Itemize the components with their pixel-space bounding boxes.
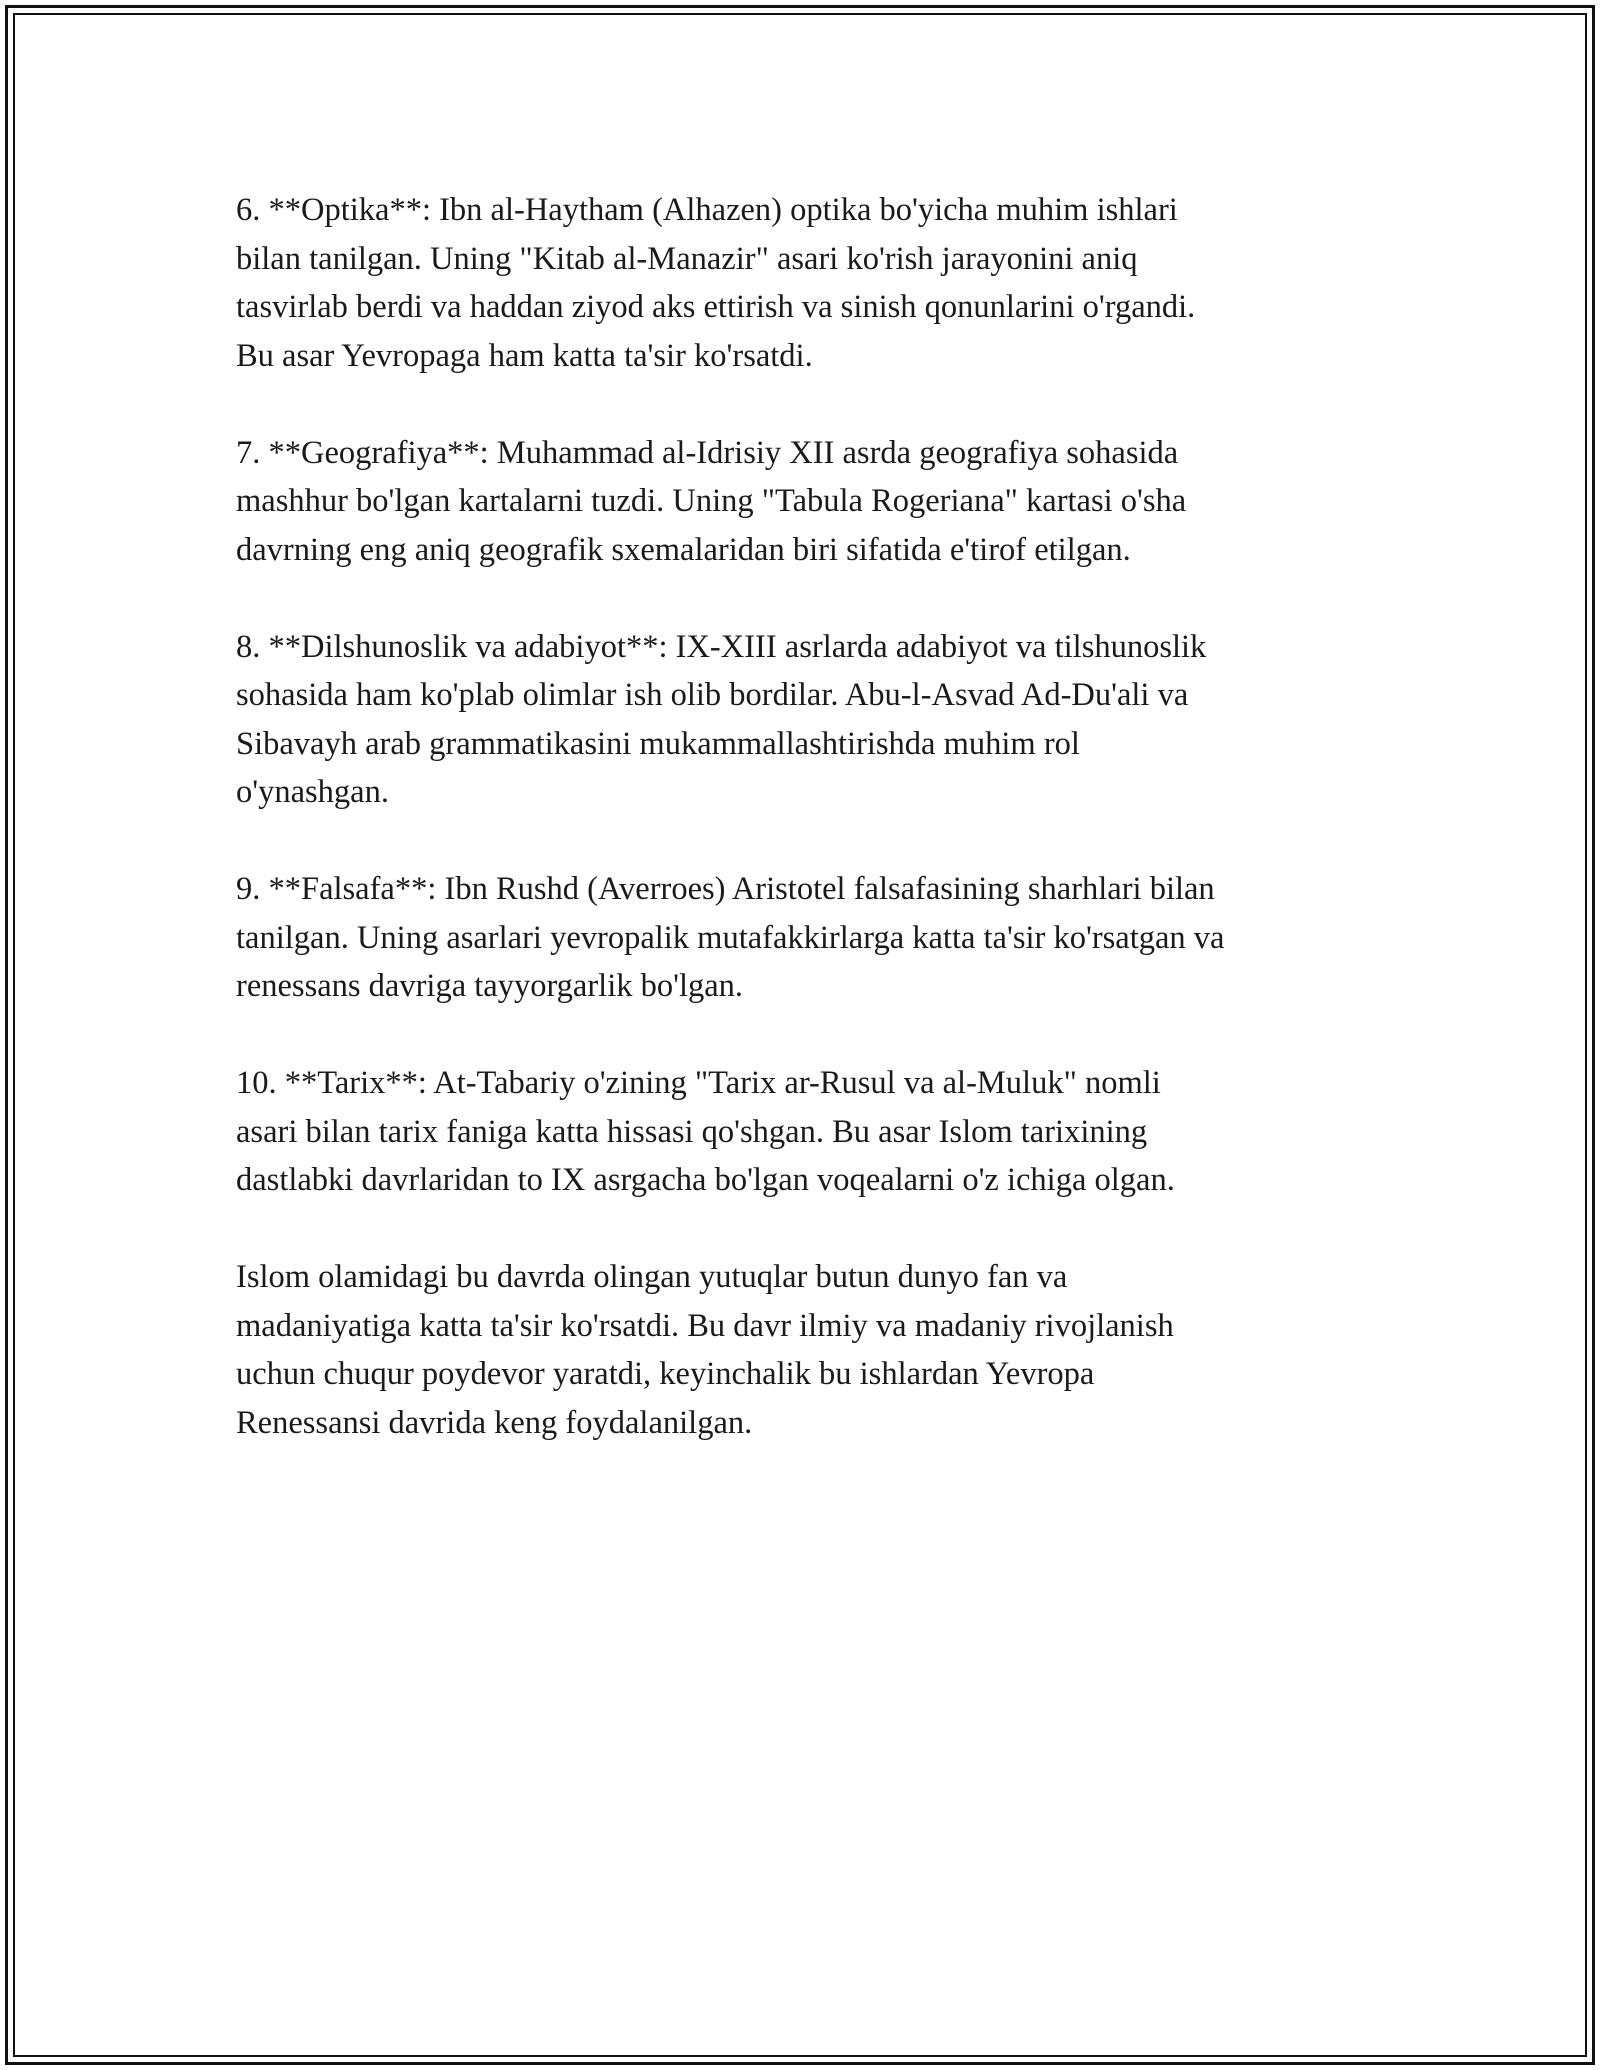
paragraph-line: uchun chuqur poydevor yaratdi, keyinchalik bu ishlardan Yevropa <box>236 1356 1095 1392</box>
paragraph-tarix <box>236 1059 1366 1205</box>
paragraph-line: 7. **Geografiya**: Muhammad al-Idrisiy XII asrda geografiya sohasida <box>236 434 1179 471</box>
document-body <box>236 186 1366 1496</box>
paragraph-line: Islom olamidagi bu davrda olingan yutuqlar butun dunyo fan va <box>236 1259 1068 1295</box>
paragraph-line: o'ynashgan. <box>236 774 389 810</box>
paragraph-line: Sibavayh arab grammatikasini mukammallashtirishda muhim rol <box>236 725 1080 762</box>
paragraph-conclusion <box>236 1253 1366 1447</box>
paragraph-line: davrning eng aniq geografik sxemalaridan biri sifatida e'tirof etilgan. <box>236 531 1131 568</box>
paragraph-line: bilan tanilgan. Uning "Kitab al-Manazir" asari ko'rish jarayonini aniq <box>236 240 1138 277</box>
paragraph-line: 9. **Falsafa**: Ibn Rushd (Averroes) Aristotel falsafasining sharhlari bilan <box>236 871 1215 907</box>
paragraph-dilshunoslik <box>236 623 1366 817</box>
paragraph-line: asari bilan tarix faniga katta hissasi qo'shgan. Bu asar Islom tarixining <box>236 1113 1148 1150</box>
paragraph-line: 8. **Dilshunoslik va adabiyot**: IX-XIII asrlarda adabiyot va tilshunoslik <box>236 628 1207 665</box>
paragraph-falsafa <box>236 865 1366 1011</box>
paragraph-line: 10. **Tarix**: At-Tabariy o'zining "Tarix ar-Rusul va al-Muluk" nomli <box>236 1065 1161 1101</box>
paragraph-line: tanilgan. Uning asarlari yevropalik mutafakkirlarga katta ta'sir ko'rsatgan va <box>236 919 1225 956</box>
paragraph-geografiya <box>236 429 1366 575</box>
paragraph-line: mashhur bo'lgan kartalarni tuzdi. Uning "Tabula Rogeriana" kartasi o'sha <box>236 483 1187 519</box>
paragraph-line: madaniyatiga katta ta'sir ko'rsatdi. Bu davr ilmiy va madaniy rivojlanish <box>236 1307 1174 1344</box>
paragraph-line: Renessansi davrida keng foydalanilgan. <box>236 1404 753 1441</box>
paragraph-line: 6. **Optika**: Ibn al-Haytham (Alhazen) optika bo'yicha muhim ishlari <box>236 192 1178 228</box>
paragraph-line: dastlabki davrlaridan to IX asrgacha bo'lgan voqealarni o'z ichiga olgan. <box>236 1162 1175 1198</box>
paragraph-line: sohasida ham ko'plab olimlar ish olib bordilar. Abu-l-Asvad Ad-Du'ali va <box>236 677 1189 713</box>
paragraph-optika <box>236 186 1366 380</box>
paragraph-line: tasvirlab berdi va haddan ziyod aks ettirish va sinish qonunlarini o'rgandi. <box>236 289 1196 325</box>
paragraph-line: Bu asar Yevropaga ham katta ta'sir ko'rsatdi. <box>236 337 813 374</box>
paragraph-line: renessans davriga tayyorgarlik bo'lgan. <box>236 968 744 1004</box>
